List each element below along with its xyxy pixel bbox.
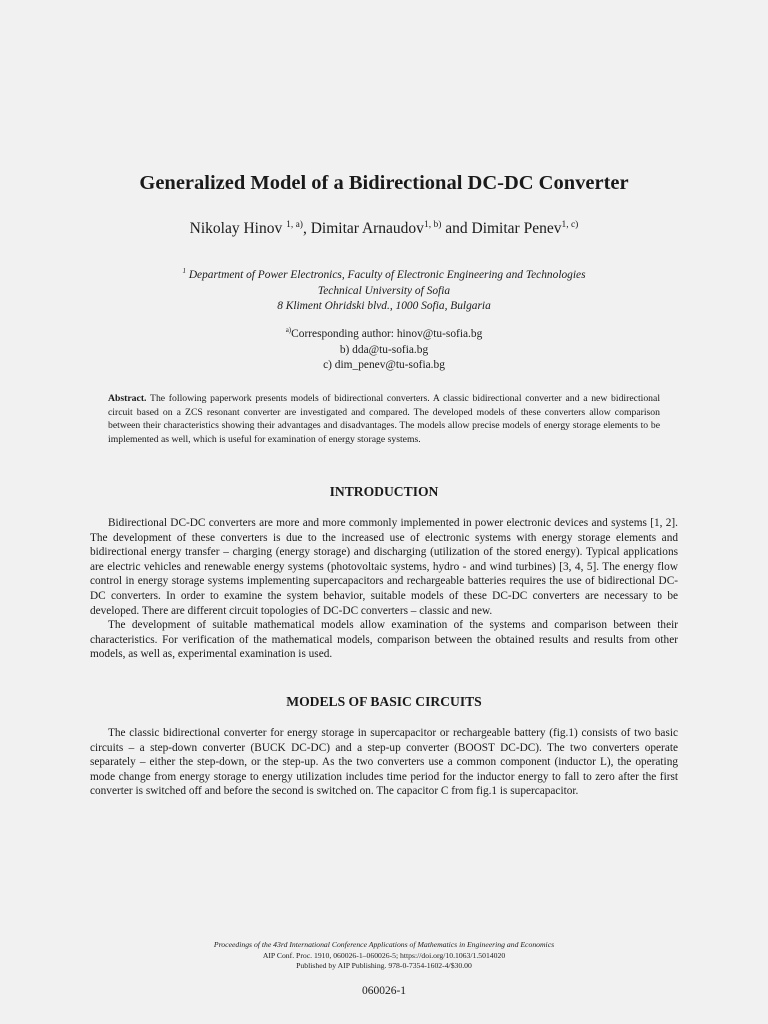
paragraph: The development of suitable mathematical models allow examination of the systems and comparison between their characteristics. For verification of the mathematical models, comparison between the obtained results and results from other models, as well as, experimental examination is used. — [90, 619, 678, 661]
affiliation-line: $^1$ Department of Power Electronics, Faculty of Electronic Engineering and Technologies — [182, 267, 586, 281]
page-footer — [0, 940, 768, 972]
author-affiliation-mark: 1, b) — [423, 220, 442, 230]
affiliation — [0, 264, 768, 315]
section-heading-introduction: INTRODUCTION — [329, 484, 439, 499]
author-separator: and — [441, 220, 472, 237]
footer-proceedings: Proceedings of the 43rd International Conference Applications of Mathematics in Engineering and Economics — [213, 940, 555, 949]
abstract-text: The following paperwork presents models of bidirectional converters. A classic bidirectional converter and a new bidirectional circuit based on a ZCS resonant converter are investigated and compared. The developed models of these converters allow comparison between their characteristics showing their advantages and disadvantages. The models allow precise models of energy storage elements to be implemented as well, which is useful for examination of energy storage systems. — [108, 393, 661, 445]
affiliation-line: Technical University of Sofia — [317, 284, 451, 297]
author-affiliation-mark: 1, a) — [286, 220, 303, 230]
page-number: 060026-1 — [361, 985, 407, 997]
contact-email: b) dda@tu-sofia.bg — [339, 343, 429, 356]
section-body-introduction — [90, 516, 678, 662]
author-name: Nikolay Hinov — [189, 220, 283, 237]
paragraph: Bidirectional DC-DC converters are more and more commonly implemented in power electronic devices and systems [1, 2]. The development of these converters is due to the increased use of electronic systems with energy storage elements and bidirectional energy transfer – charging (energy storage) and discharging (utilization of the stored energy). Typical applications are electric vehicles and renewable energy systems (photovoltaic systems, hydro - and wind turbines) [3, 4, 5]. The energy flow control in energy storage systems implementing supercapacitors and rechargeable batteries requires the use of bidirectional DC-DC converters. In order to examine the system behavior, suitable models of these DC-DC converters are necessary to be developed. There are different circuit topologies of DC-DC converters – classic and new. — [90, 517, 678, 617]
section-body-models — [90, 726, 678, 799]
footer-citation: AIP Conf. Proc. 1910, 060026-1–060026-5; https://doi.org/10.1063/1.5014020 — [262, 950, 506, 960]
paper-title: Generalized Model of a Bidirectional DC-DC Converter — [139, 172, 629, 194]
abstract-label: Abstract. — [108, 393, 147, 404]
contact-mark: a) — [285, 326, 292, 334]
abstract — [108, 392, 660, 446]
affiliation-mark: 1 — [182, 267, 186, 275]
section-heading-models: MODELS OF BASIC CIRCUITS — [286, 694, 482, 709]
corresponding-author: $^{a)}$Corresponding author: hinov@tu-sofia.bg — [285, 326, 483, 340]
contact-info — [0, 323, 768, 374]
author-separator: , — [302, 220, 311, 237]
paragraph: The classic bidirectional converter for energy storage in supercapacitor or rechargeable battery (fig.1) consists of two basic circuits – a step-down converter (BUCK DC-DC) and a step-up converter (BOOST DC-DC). The two converters operate separately – either the step-down, or the step-up. As the two converters use a common component (inductor L), the operating mode change from energy storage to energy utilization includes time period for the inductor energy to fall to zero after the first converter is switched off and before the second is switched on. The capacitor C from fig.1 is supercapacitor. — [90, 727, 678, 798]
author-affiliation-mark: 1, c) — [561, 220, 579, 230]
affiliation-line: 8 Kliment Ohridski blvd., 1000 Sofia, Bulgaria — [277, 300, 491, 312]
author-name: Dimitar Arnaudov — [310, 220, 424, 237]
author-list — [0, 220, 768, 238]
contact-email: c) dim_penev@tu-sofia.bg — [323, 359, 445, 371]
author-name: Dimitar Penev — [471, 220, 562, 237]
footer-publisher: Published by AIP Publishing. 978-0-7354-1602-4/$30.00 — [296, 961, 472, 971]
